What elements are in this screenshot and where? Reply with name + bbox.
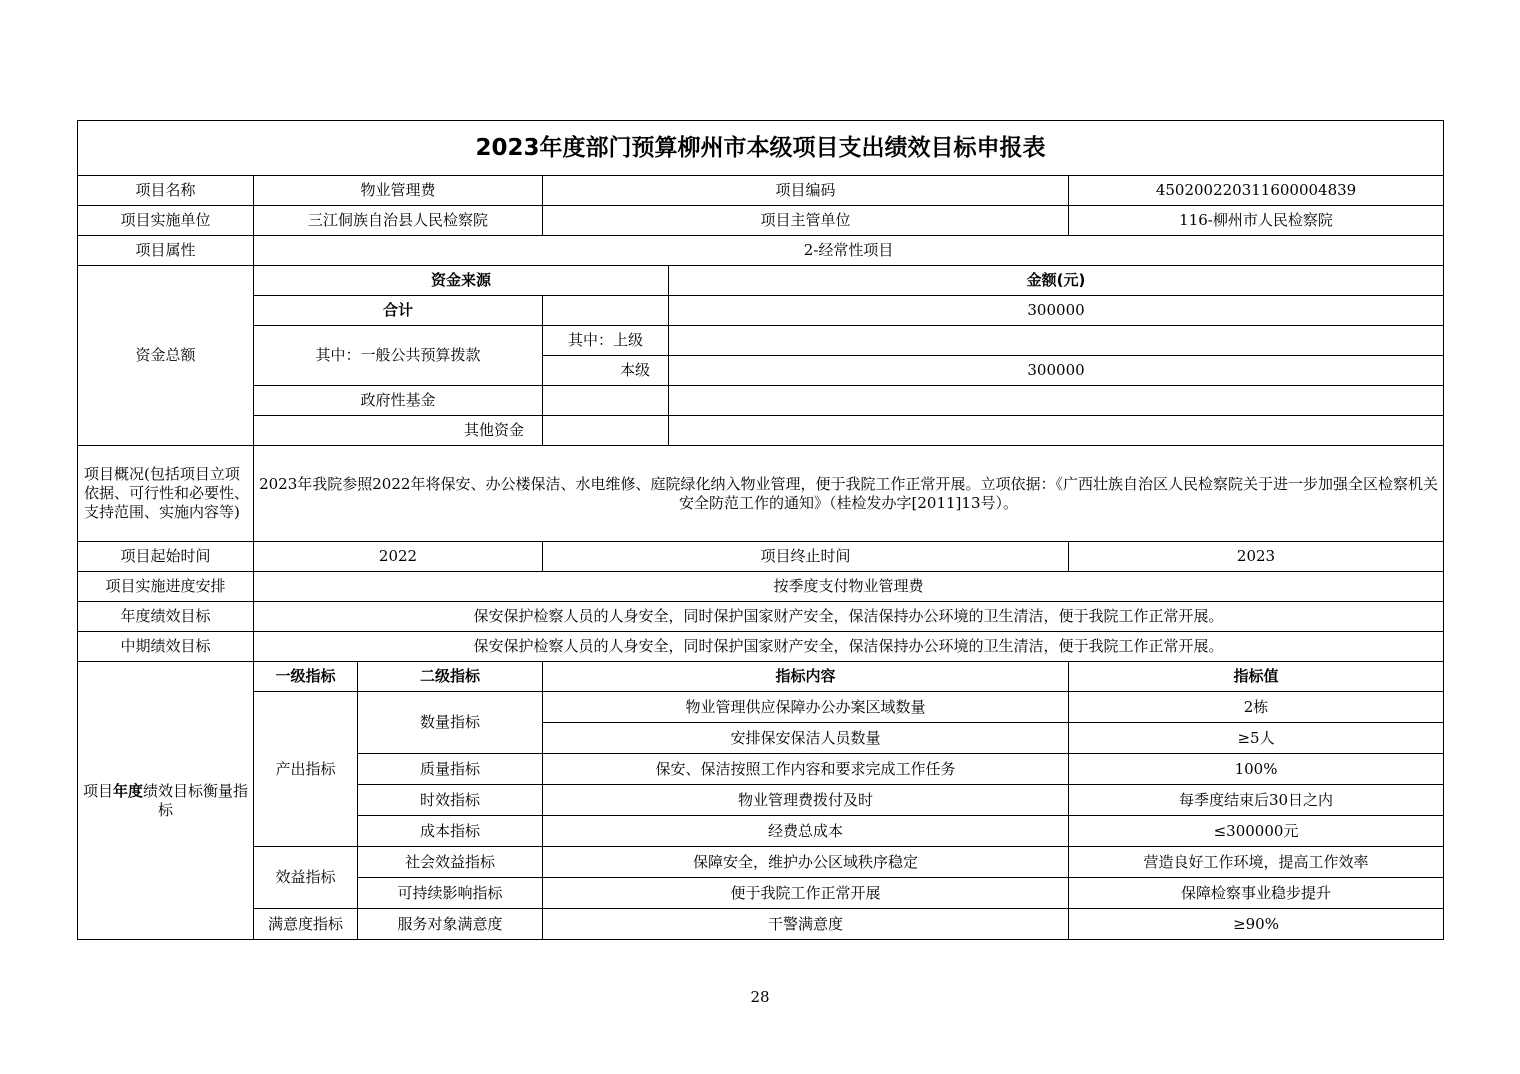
header-amount: 金额(元)	[669, 266, 1444, 296]
label-indicator-section: 项目年度绩效目标衡量指标	[78, 662, 254, 940]
value-local: 300000	[669, 356, 1444, 386]
form-title: 2023年度部门预算柳州市本级项目支出绩效目标申报表	[78, 121, 1444, 176]
label-overview: 项目概况(包括项目立项依据、可行性和必要性、支持范围、实施内容等)	[78, 446, 254, 542]
label-project-name: 项目名称	[78, 176, 254, 206]
indicator-value: 2栋	[1069, 692, 1444, 723]
indicator-content: 干警满意度	[543, 909, 1069, 940]
level2-quantity: 数量指标	[358, 692, 543, 754]
header-value: 指标值	[1069, 662, 1444, 692]
indicator-value: 每季度结束后30日之内	[1069, 785, 1444, 816]
indicator-content: 物业管理费拨付及时	[543, 785, 1069, 816]
indicator-value: 保障检察事业稳步提升	[1069, 878, 1444, 909]
label-impl-unit: 项目实施单位	[78, 206, 254, 236]
label-supervisor: 项目主管单位	[543, 206, 1069, 236]
label-mid-goal: 中期绩效目标	[78, 632, 254, 662]
level2-service: 服务对象满意度	[358, 909, 543, 940]
indicator-value: 营造良好工作环境，提高工作效率	[1069, 847, 1444, 878]
value-impl-unit: 三江侗族自治县人民检察院	[254, 206, 543, 236]
label-general-budget: 其中：一般公共预算拨款	[254, 326, 543, 386]
performance-target-form	[77, 120, 1444, 940]
indicator-content: 保障安全，维护办公区域秩序稳定	[543, 847, 1069, 878]
value-total-empty	[543, 296, 669, 326]
label-end-time: 项目终止时间	[543, 542, 1069, 572]
label-local: 本级	[543, 356, 669, 386]
value-attribute: 2-经常性项目	[254, 236, 1444, 266]
value-gov-fund-empty	[543, 386, 669, 416]
header-level1: 一级指标	[254, 662, 358, 692]
value-mid-goal: 保安保护检察人员的人身安全，同时保护国家财产安全，保洁保持办公环境的卫生清洁，便于我院工作正常开展。	[254, 632, 1444, 662]
value-end-time: 2023	[1069, 542, 1444, 572]
header-fund-source: 资金来源	[254, 266, 669, 296]
value-upper	[669, 326, 1444, 356]
label-annual-goal: 年度绩效目标	[78, 602, 254, 632]
indicator-value: ≥5人	[1069, 723, 1444, 754]
header-level2: 二级指标	[358, 662, 543, 692]
header-content: 指标内容	[543, 662, 1069, 692]
value-total: 300000	[669, 296, 1444, 326]
indicator-value: ≤300000元	[1069, 816, 1444, 847]
page-number: 28	[750, 988, 770, 1006]
label-start-time: 项目起始时间	[78, 542, 254, 572]
level1-output: 产出指标	[254, 692, 358, 847]
label-attribute: 项目属性	[78, 236, 254, 266]
value-schedule: 按季度支付物业管理费	[254, 572, 1444, 602]
value-supervisor: 116-柳州市人民检察院	[1069, 206, 1444, 236]
indicator-content: 安排保安保洁人员数量	[543, 723, 1069, 754]
indicator-value: 100%	[1069, 754, 1444, 785]
value-start-time: 2022	[254, 542, 543, 572]
level2-quality: 质量指标	[358, 754, 543, 785]
value-overview: 2023年我院参照2022年将保安、办公楼保洁、水电维修、庭院绿化纳入物业管理，便于我院工作正常开展。立项依据：《广西壮族自治区人民检察院关于进一步加强全区检察机关安全防范工作的通知》（桂检发办字[2011]13号）。	[254, 446, 1444, 542]
label-funds-total: 资金总额	[78, 266, 254, 446]
value-annual-goal: 保安保护检察人员的人身安全，同时保护国家财产安全，保洁保持办公环境的卫生清洁，便于我院工作正常开展。	[254, 602, 1444, 632]
level2-cost: 成本指标	[358, 816, 543, 847]
value-other-fund	[669, 416, 1444, 446]
indicator-value: ≥90%	[1069, 909, 1444, 940]
level2-social: 社会效益指标	[358, 847, 543, 878]
value-project-code: 450200220311600004839	[1069, 176, 1444, 206]
level1-satisfaction: 满意度指标	[254, 909, 358, 940]
level1-benefit: 效益指标	[254, 847, 358, 909]
level2-sustain: 可持续影响指标	[358, 878, 543, 909]
value-other-fund-empty	[543, 416, 669, 446]
label-upper: 其中：上级	[543, 326, 669, 356]
label-total: 合计	[254, 296, 543, 326]
indicator-content: 经费总成本	[543, 816, 1069, 847]
label-project-code: 项目编码	[543, 176, 1069, 206]
level2-timeliness: 时效指标	[358, 785, 543, 816]
label-other-fund: 其他资金	[254, 416, 543, 446]
indicator-content: 物业管理供应保障办公办案区域数量	[543, 692, 1069, 723]
indicator-content: 便于我院工作正常开展	[543, 878, 1069, 909]
value-project-name: 物业管理费	[254, 176, 543, 206]
indicator-content: 保安、保洁按照工作内容和要求完成工作任务	[543, 754, 1069, 785]
label-schedule: 项目实施进度安排	[78, 572, 254, 602]
value-gov-fund	[669, 386, 1444, 416]
label-gov-fund: 政府性基金	[254, 386, 543, 416]
